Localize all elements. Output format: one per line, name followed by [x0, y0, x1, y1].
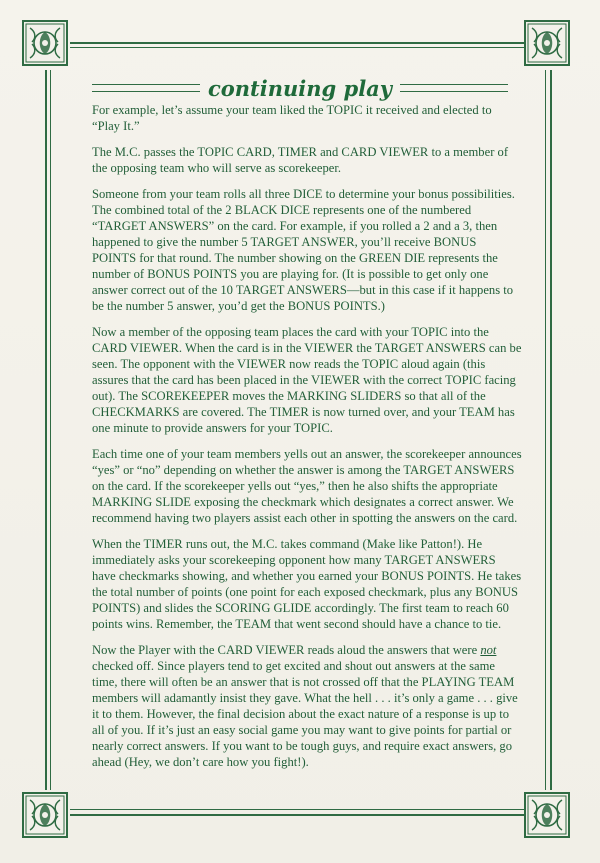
- border-line: [70, 809, 525, 810]
- paragraph: The M.C. passes the TOPIC CARD, TIMER and CARD VIEWER to a member of the opposing team who will serve as scorekeeper.: [92, 145, 509, 175]
- emphasized-word: not: [480, 643, 497, 657]
- section-heading: [92, 74, 508, 102]
- paragraph: For example, let’s assume your team liked the TOPIC it received and elected to “Play It.”: [92, 103, 492, 133]
- border-line: [45, 70, 47, 790]
- paragraph: Now a member of the opposing team places the card with your TOPIC into the CARD VIEWER. When the card is in the VIEWER the TARGET ANSWERS can be seen. The opponent with the VIEWER now reads the TOPIC aloud again (this assures that the card has been placed in the VIEWER with the correct TOPIC facing out). The SCOREKEEPER moves the MARKING SLIDERS so that all of the CHECKMARKS are covered. The TIMER is now turned over, and your TEAM has one minute to provide answers for your TOPIC.: [92, 325, 522, 435]
- border-line: [70, 47, 525, 48]
- paragraph: Each time one of your team members yells out an answer, the scorekeeper announces “yes” or “no” depending on whether the answer is among the TARGET ANSWERS on the card. If the scorekeeper yells out “yes,” then he also shifts the appropriate MARKING SLIDE exposing the checkmark which designates a correct answer. We recommend having two players assist each other in spotting the answers on the card.: [92, 447, 522, 525]
- rules-text: [92, 102, 522, 780]
- border-line: [50, 70, 51, 790]
- border-line: [545, 70, 546, 790]
- paragraph: When the TIMER runs out, the M.C. takes command (Make like Patton!). He immediately asks your scorekeeping opponent how many TARGET ANSWERS have checkmarks showing, and whether you earned your BONUS POINTS. He takes the total number of points (one point for each exposed checkmark, plus any BONUS POINTS) and slides the SCORING GLIDE accordingly. The first team to reach 60 points wins. Remember, the TEAM that went second should have a chance to tie.: [92, 537, 522, 631]
- section-title: continuing play: [208, 75, 392, 101]
- heading-rule: [400, 84, 508, 92]
- paragraph: [92, 642, 522, 770]
- heading-rule: [92, 84, 200, 92]
- paragraph-text: checked off. Since players tend to get excited and shout out answers at the same time, there will often be an answer that is not crossed off that the PLAYING TEAM members will adamantly insist they gave. What the hell . . . it’s only a game . . . give it to them. However, the final decision about the exact nature of a response is up to all of you. If it’s just an easy social game you may want to give points for partial or nearly correct answers. If you want to be tough guys, and require exact answers, go ahead (Hey, we don’t care how you fight!).: [92, 659, 518, 769]
- corner-ornament-icon: [524, 20, 570, 66]
- paragraph-text: Now the Player with the CARD VIEWER reads aloud the answers that were: [92, 643, 481, 657]
- border-line: [550, 70, 552, 790]
- border-line: [70, 814, 525, 816]
- corner-ornament-icon: [22, 20, 68, 66]
- paragraph: Someone from your team rolls all three DICE to determine your bonus possibilities. The combined total of the 2 BLACK DICE represents one of the numbered “TARGET ANSWERS” on the card. For example, if you rolled a 2 and a 3, then happened to give the number 5 TARGET ANSWER, you’ll receive BONUS POINTS for that round. The number showing on the GREEN DIE represents the number of BONUS POINTS you are playing for. (It is possible to get only one answer correct out of the 10 TARGET ANSWERS—but in this case if it happens to be the number 5 answer, you’d get the BONUS POINTS.): [92, 187, 515, 313]
- border-line: [70, 42, 525, 44]
- corner-ornament-icon: [22, 792, 68, 838]
- corner-ornament-icon: [524, 792, 570, 838]
